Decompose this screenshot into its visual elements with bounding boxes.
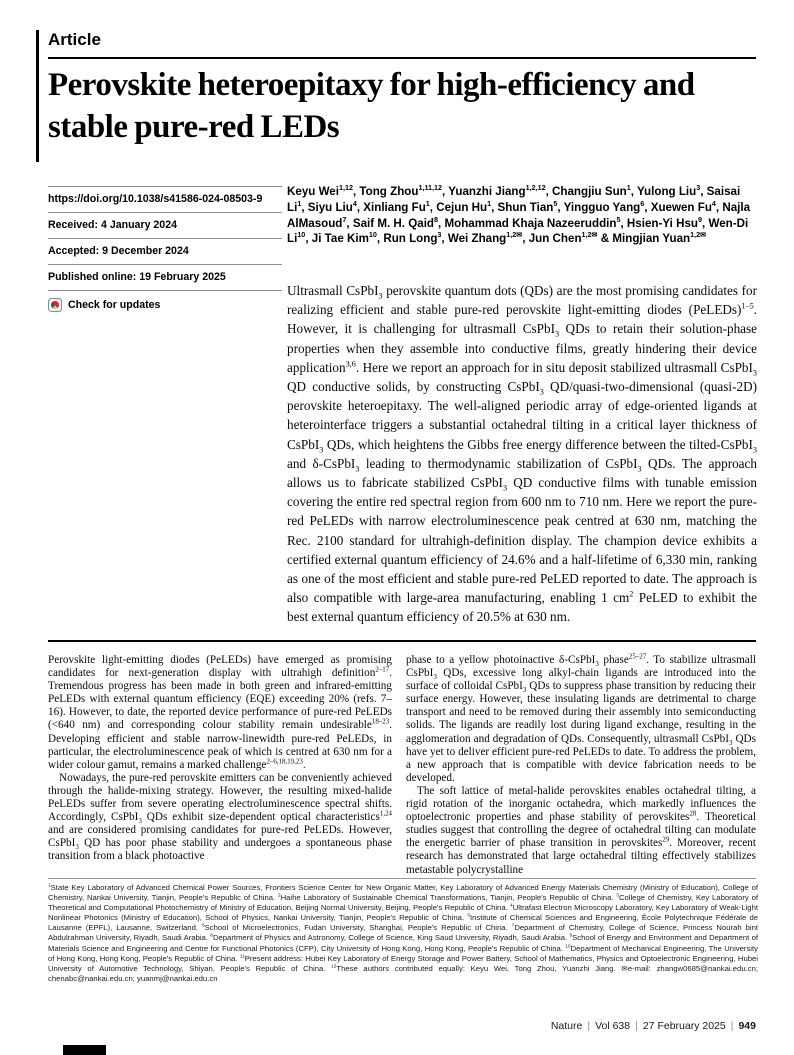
- article-label: Article: [48, 30, 101, 49]
- page-footer: [48, 1020, 756, 1032]
- body-column-left: [48, 654, 392, 864]
- doi-link[interactable]: https://doi.org/10.1038/s41586-024-08503-9: [48, 186, 282, 212]
- author-list: Keyu Wei$^{1,12}$, Tong Zhou$^{1,11,12}$, Yuanzhi Jiang$^{1,2,12}$, Changjiu Sun$^1$, Yulong Liu$^3$, Saisai Li$^1$, Siyu Liu$^4$, Xinliang Fu$^1$, Cejun Hu$^1$, Shun Tian$^5$, Yingguo Yang$^6$, Xuewen Fu$^4$, Najla AlMasoud$^7$, Saif M. H. Qaid$^8$, Mohammad Khaja Nazeeruddin$^5$, Hsien-Yi Hsu$^9$, Wen-Di Li$^{10}$, Ji Tae Kim$^{10}$, Run Long$^3$, Wei Zhang$^{1,2✉}$, Jun Chen$^{1,2✉}$ & Mingjian Yuan$^{1,2✉}$: [287, 183, 751, 246]
- body-paragraph: The soft lattice of metal-halide perovskites enables octahedral tilting, a rigid rotation of the inorganic octahedra, which markedly influences the optoelectronic properties and phase stability of perovskites$^{28}$. Theoretical studies suggest that controlling the degree of octahedral tilting can modulate the energetic barrier of phase transition in perovskites$^{29}$. Moreover, recent research has demonstrated that large octahedral tilting effectively stabilizes metastable polycrystalline: [406, 784, 757, 876]
- accepted-date: Accepted: 9 December 2024: [48, 238, 282, 264]
- body-paragraph: Perovskite light-emitting diodes (PeLEDs) have emerged as promising candidates for next-generation display with ultrahigh definition$^{2-17}$. Tremendous progress has been made in both green and infrared-emitting PeLEDs with external quantum efficiency (EQE) exceeding 20% (refs. 7–16). However, to date, the reported device performance of pure-red PeLEDs (<640 nm) and corresponding colour stability remain undesirable$^{18-23}$. Developing efficient and stable narrow-linewidth pure-red PeLEDs, in particular, the electroluminescence peak of which is centred at 630 nm for a wider colour gamut, remains a marked challenge$^{2-6,18,19,23}$.: [48, 654, 392, 771]
- affiliations-rule: [48, 878, 756, 879]
- crossmark-icon: [48, 298, 62, 312]
- abstract-text: Ultrasmall CsPbI$_3$ perovskite quantum dots (QDs) are the most promising candidates for realizing efficient and stable pure-red perovskite light-emitting diodes (PeLEDs)$^{1-5}$. However, it is challenging for ultrasmall CsPbI$_3$ QDs to retain their solution-phase properties when they assemble into conductive films, greatly hindering their device application$^{3,6}$. Here we report an approach for in situ deposit stabilized ultrasmall CsPbI$_3$ QD conductive solids, by constructing CsPbI$_3$ QD/quasi-two-dimensional (quasi-2D) perovskite heteroepitaxy. The well-aligned periodic array of edge-oriented ligands at heterointerface triggers a substantial octahedral tilting in a critical layer thickness of CsPbI$_3$ QDs, which heightens the Gibbs free energy difference between the tilted-CsPbI$_3$ and δ-CsPbI$_3$ leading to thermodynamic stabilization of CsPbI$_3$ QDs. The approach allows us to fabricate stabilized CsPbI$_3$ QD conductive films with tunable emission covering the entire red spectral region from 600 nm to 710 nm. Here we report the pure-red PeLEDs with narrow electroluminescence peak centred at 630 nm, matching the Rec. 2100 standard for ultrahigh-definition display. The champion device exhibits a certified external quantum efficiency of 24.6% and a half-lifetime of 6,330 min, ranking as one of the most efficient and stable pure-red PeLED reported to date. The approach is also compatible with large-area manufacturing, enabling 1 $cm^2$ PeLED to exhibit the best external quantum efficiency of 20.5% at 630 nm.: [287, 283, 758, 625]
- issue-date: 27 February 2025: [642, 1020, 726, 1032]
- footer-separator: |: [587, 1020, 591, 1032]
- received-date: Received: 4 January 2024: [48, 212, 282, 238]
- affiliations-footnote: $^1$State Key Laboratory of Advanced Chemical Power Sources, Frontiers Science Center for New Organic Matter, Key Laboratory of Advanced Energy Materials Chemistry (Ministry of Education), College of Chemistry, Nankai University, Tianjin, People's Republic of China. $^2$Haihe Laboratory of Sustainable Chemical Transformations, Tianjin, People's Republic of China. $^3$College of Chemistry, Key Laboratory of Theoretical and Computational Photochemistry of Ministry of Education, Beijing Normal University, Beijing, People's Republic of China. $^4$Ultrafast Electron Microscopy Laboratory, Key Laboratory of Weak-Light Nonlinear Photonics (Ministry of Education), School of Physics, Nankai University, Tianjin, People's Republic of China. $^5$Institute of Chemical Sciences and Engineering, École Polytechnique Fédérale de Lausanne (EPFL), Lausanne, Switzerland. $^6$School of Microelectronics, Fudan University, Shanghai, People's Republic of China. $^7$Department of Chemistry, College of Science, Princess Nourah bint Abdulrahman University, Riyadh, Saudi Arabia. $^8$Department of Physics and Astronomy, College of Science, King Saud University, Riyadh, Saudi Arabia. $^9$School of Energy and Environment and Department of Materials Science and Engineering and Centre for Functional Photonics (CFP), City University of Hong Kong, Hong Kong, People's Republic of China. $^{10}$Department of Mechanical Engineering, The University of Hong Kong, Hong Kong, People's Republic of China. $^{11}$Present address: Hubei Key Laboratory of Energy Storage and Power Battery, School of Mathematics, Physics and Optoelectronic Engineering, Hubei University of Automotive Technology, Shiyan, People's Republic of China. $^{12}$These authors contributed equally: Keyu Wei, Tong Zhou, Yuanzhi Jiang. ✉e-mail: zhangw0685@nankai.edu.cn; chenabc@nankai.edu.cn; yuanmj@nankai.edu.cn: [48, 883, 759, 983]
- header-rule: [48, 57, 756, 59]
- abstract-body-divider: [48, 640, 756, 642]
- published-date: Published online: 19 February 2025: [48, 264, 282, 290]
- printer-mark: [63, 1045, 106, 1055]
- body-paragraph: Nowadays, the pure-red perovskite emitters can be conveniently achieved through the halide-mixing strategy. However, the resulting mixed-halide PeLEDs suffer from severe operating electroluminescence spectral shifts. Accordingly, CsPbI$_3$ QDs exhibit size-dependent optical characteristics$^{1,24}$ and are considered promising candidates for pure-red PeLEDs. However, CsPbI$_3$ QD has poor phase stability and undergoes a spontaneous phase transition from a black photoactive: [48, 771, 392, 863]
- check-for-updates-button[interactable]: [48, 290, 282, 319]
- check-for-updates-label: Check for updates: [68, 299, 161, 311]
- footer-separator: |: [635, 1020, 638, 1032]
- volume-label: Vol 638: [595, 1020, 631, 1032]
- page-title: Perovskite heteroepitaxy for high-efficiency and stable pure-red LEDs: [48, 67, 695, 145]
- body-column-right: [406, 654, 756, 877]
- body-paragraph: phase to a yellow photoinactive δ-CsPbI$_3$ phase$^{25-27}$. To stabilize ultrasmall CsPbI$_3$ QDs, excessive long alkyl-chain ligands are introduced into the surface of colloidal CsPbI$_3$ QDs to suppress phase transition by reducing their surface energy. However, these insulating ligands are detrimental to charge transport and need to be removed during their assembly into semiconducting solids. The ligands are readily lost during ligand exchange, resulting in the agglomeration and degradation of QDs. Consequently, ultrasmall CsPbI$_3$ QDs have yet to deliver efficient pure-red PeLEDs to date. To address the problem, a new approach that is compatible with device fabrication needs to be developed.: [406, 652, 756, 784]
- article-left-rule: [36, 30, 39, 162]
- journal-name: Nature: [550, 1020, 583, 1032]
- footer-separator: |: [730, 1020, 734, 1032]
- metadata-panel: [48, 186, 282, 319]
- page-number: 949: [738, 1020, 756, 1032]
